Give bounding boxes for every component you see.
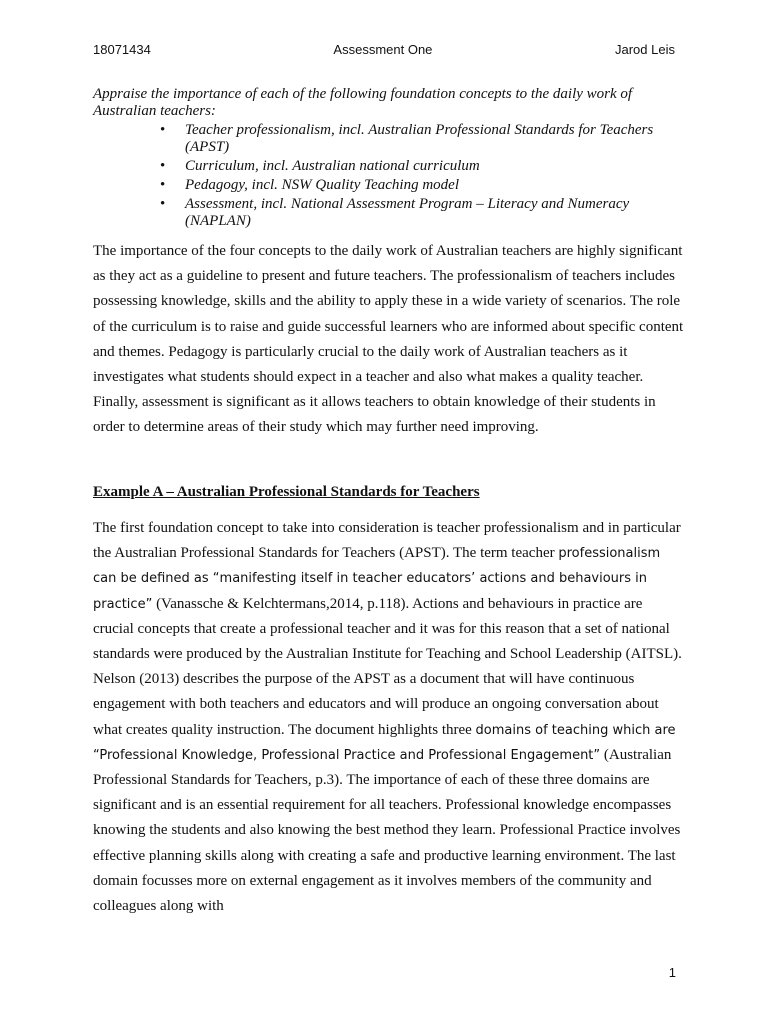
section-paragraph (93, 516, 685, 919)
list-item: • Teacher professionalism, incl. Australian Professional Standards for Teachers (APST) (160, 122, 680, 156)
author-name: Jarod Leis (615, 42, 675, 57)
document-title: Assessment One (333, 42, 433, 57)
quoted-domains: domains of teaching which are “Professional Knowledge, Professional Practice and Professional Engagement” (93, 722, 676, 763)
section-heading: Example A – Australian Professional Standards for Teachers (93, 484, 480, 500)
concept-list (160, 122, 680, 232)
student-id: 18071434 (93, 42, 151, 57)
quoted-definition: professionalism can be defined as “manifesting itself in teacher educators’ actions and behaviours in practice” (93, 546, 661, 612)
assignment-prompt: Appraise the importance of each of the following foundation concepts to the daily work of Australian teachers: (93, 86, 633, 119)
page-number: 1 (668, 965, 676, 980)
list-item: • Pedagogy, incl. NSW Quality Teaching model (160, 177, 680, 194)
paragraph-text: (Australian Professional Standards for Teachers, p.3). The importance of each of these three domains are significant and is an essential requirement for all teachers. Professional knowledge encompasses knowing the students and also knowing the best method they learn. Professional Practice involves effective planning skills along with creating a safe and productive learning environment. The last domain focusses more on external engagement as it involves members of the community and colleagues along with (93, 746, 681, 915)
paragraph-text: The first foundation concept to take into consideration is teacher professionalism and in particular the Australian Professional Standards for Teachers (APST). The term teacher (93, 520, 681, 562)
list-item: • Assessment, incl. National Assessment Program – Literacy and Numeracy (NAPLAN) (160, 196, 680, 230)
page-header (93, 42, 675, 57)
intro-paragraph: The importance of the four concepts to the daily work of Australian teachers are highly significant as they act as a guideline to present and future teachers. The professionalism of teachers includes possessing knowledge, skills and the ability to apply these in a wide variety of scenarios. The role of the curriculum is to raise and guide successful learners who are informed about specific content and themes. Pedagogy is particularly crucial to the daily work of Australian teachers as it investigates what students should expect in a teacher and also what makes a quality teacher. Finally, assessment is significant as it allows teachers to obtain knowledge of their students in order to determine areas of their study which may further need improving. (93, 243, 684, 436)
list-item: • Curriculum, incl. Australian national curriculum (160, 158, 680, 175)
paragraph-text: (Vanassche & Kelchtermans,2014, p.118). Actions and behaviours in practice are crucial concepts that create a professional teacher and it was for this reason that a set of national standards were produced by the Australian Institute for Teaching and School Leadership (AITSL). Nelson (2013) describes the purpose of the APST as a document that will have continuous engagement with both teachers and educators and will produce an ongoing conversation about what creates quality instruction. The document highlights three (93, 595, 682, 738)
